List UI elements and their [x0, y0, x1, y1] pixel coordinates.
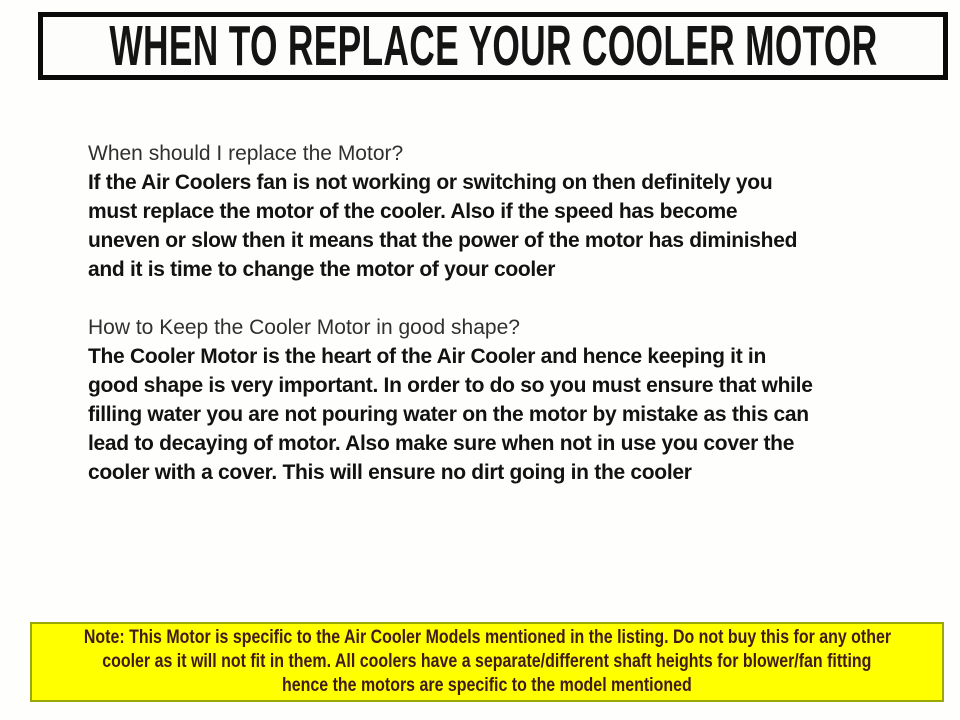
title-banner — [38, 12, 948, 80]
section-keep-in-shape — [88, 313, 813, 487]
section-heading: When should I replace the Motor? — [88, 142, 404, 165]
note-banner — [30, 622, 944, 702]
paragraph-line: The Cooler Motor is the heart of the Air Cooler and hence keeping it in — [88, 345, 766, 368]
page-title: WHEN TO REPLACE YOUR COOLER MOTOR — [108, 13, 878, 78]
paragraph-line: If the Air Coolers fan is not working or switching on then definitely you — [88, 171, 773, 194]
section-when-to-replace — [88, 139, 813, 284]
paragraph-line: uneven or slow then it means that the power of the motor has diminished — [88, 229, 798, 252]
note-line: Note: This Motor is specific to the Air Cooler Models mentioned in the listing. Do not buy this for any other — [83, 627, 891, 648]
note-line: cooler as it will not fit in them. All coolers have a separate/different shaft heights for blower/fan fitting — [102, 651, 872, 672]
paragraph-line: good shape is very important. In order to do so you must ensure that while — [88, 374, 813, 397]
note-line: hence the motors are specific to the model mentioned — [282, 675, 692, 696]
paragraph-line: and it is time to change the motor of your cooler — [88, 258, 556, 281]
paragraph-line: must replace the motor of the cooler. Also if the speed has become — [88, 200, 738, 223]
paragraph-spacer — [88, 284, 813, 313]
section-heading: How to Keep the Cooler Motor in good shape? — [88, 316, 520, 339]
paragraph-line: lead to decaying of motor. Also make sure when not in use you cover the — [88, 432, 795, 455]
article-body — [88, 139, 813, 487]
paragraph-line: filling water you are not pouring water on the motor by mistake as this can — [88, 403, 809, 426]
paragraph-line: cooler with a cover. This will ensure no dirt going in the cooler — [88, 461, 692, 484]
